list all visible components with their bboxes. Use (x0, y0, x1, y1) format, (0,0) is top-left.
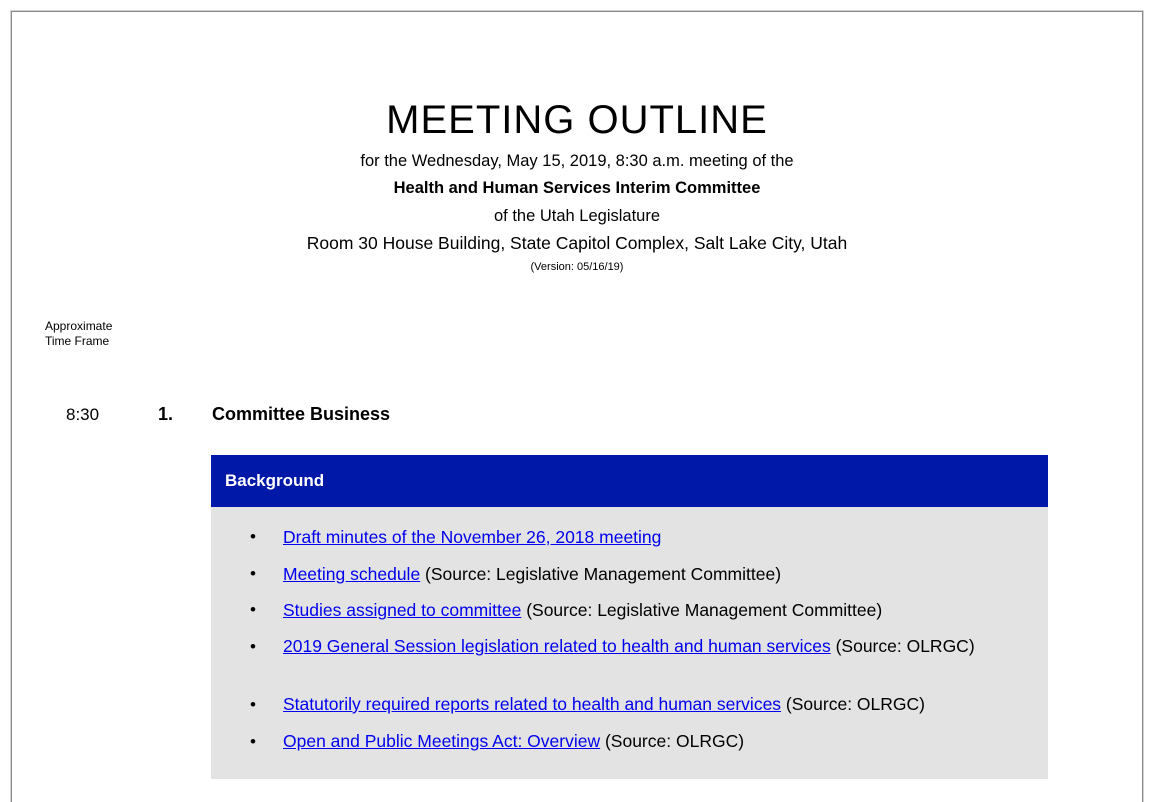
studies-assigned-link[interactable]: Studies assigned to committee (283, 600, 522, 620)
legislature-line: of the Utah Legislature (493, 207, 661, 225)
document-page (11, 11, 1143, 802)
source-text: (Source: OLRGC) (600, 731, 745, 751)
meeting-schedule-link[interactable]: Meeting schedule (283, 564, 421, 584)
agenda-item-number: 1. (158, 404, 174, 424)
bullet-icon: • (250, 637, 256, 656)
location-line: Room 30 House Building, State Capitol Complex, Salt Lake City, Utah (306, 233, 848, 253)
draft-minutes-link[interactable]: Draft minutes of the November 26, 2018 meeting (283, 527, 662, 547)
version-line: (Version: 05/16/19) (530, 261, 624, 273)
bullet-icon: • (250, 695, 256, 714)
time-frame-line2: Time Frame (45, 334, 110, 348)
time-frame-line1: Approximate (45, 319, 113, 333)
bullet-icon: • (250, 600, 256, 619)
time-frame-label (45, 319, 112, 349)
page-title: MEETING OUTLINE (386, 98, 768, 142)
agenda-item-time: 8:30 (66, 405, 100, 424)
statutory-reports-link[interactable]: Statutorily required reports related to health and human services (283, 694, 782, 714)
source-text: (Source: OLRGC) (830, 636, 975, 656)
background-box (211, 455, 1048, 779)
meeting-date-line: for the Wednesday, May 15, 2019, 8:30 a.m. meeting of the (360, 152, 794, 170)
general-session-legislation-link[interactable]: 2019 General Session legislation related to health and human services (283, 636, 831, 656)
committee-name: Health and Human Services Interim Committee (393, 179, 761, 197)
agenda-item-title: Committee Business (212, 404, 391, 424)
background-heading: Background (211, 455, 1048, 507)
source-text: (Source: OLRGC) (781, 694, 925, 714)
source-text: (Source: Legislative Management Committee) (420, 564, 782, 584)
source-text: (Source: Legislative Management Committee) (521, 600, 883, 620)
bullet-icon: • (250, 527, 256, 546)
bullet-icon: • (250, 564, 256, 583)
bullet-icon: • (250, 732, 256, 751)
open-meetings-act-link[interactable]: Open and Public Meetings Act: Overview (283, 731, 601, 751)
